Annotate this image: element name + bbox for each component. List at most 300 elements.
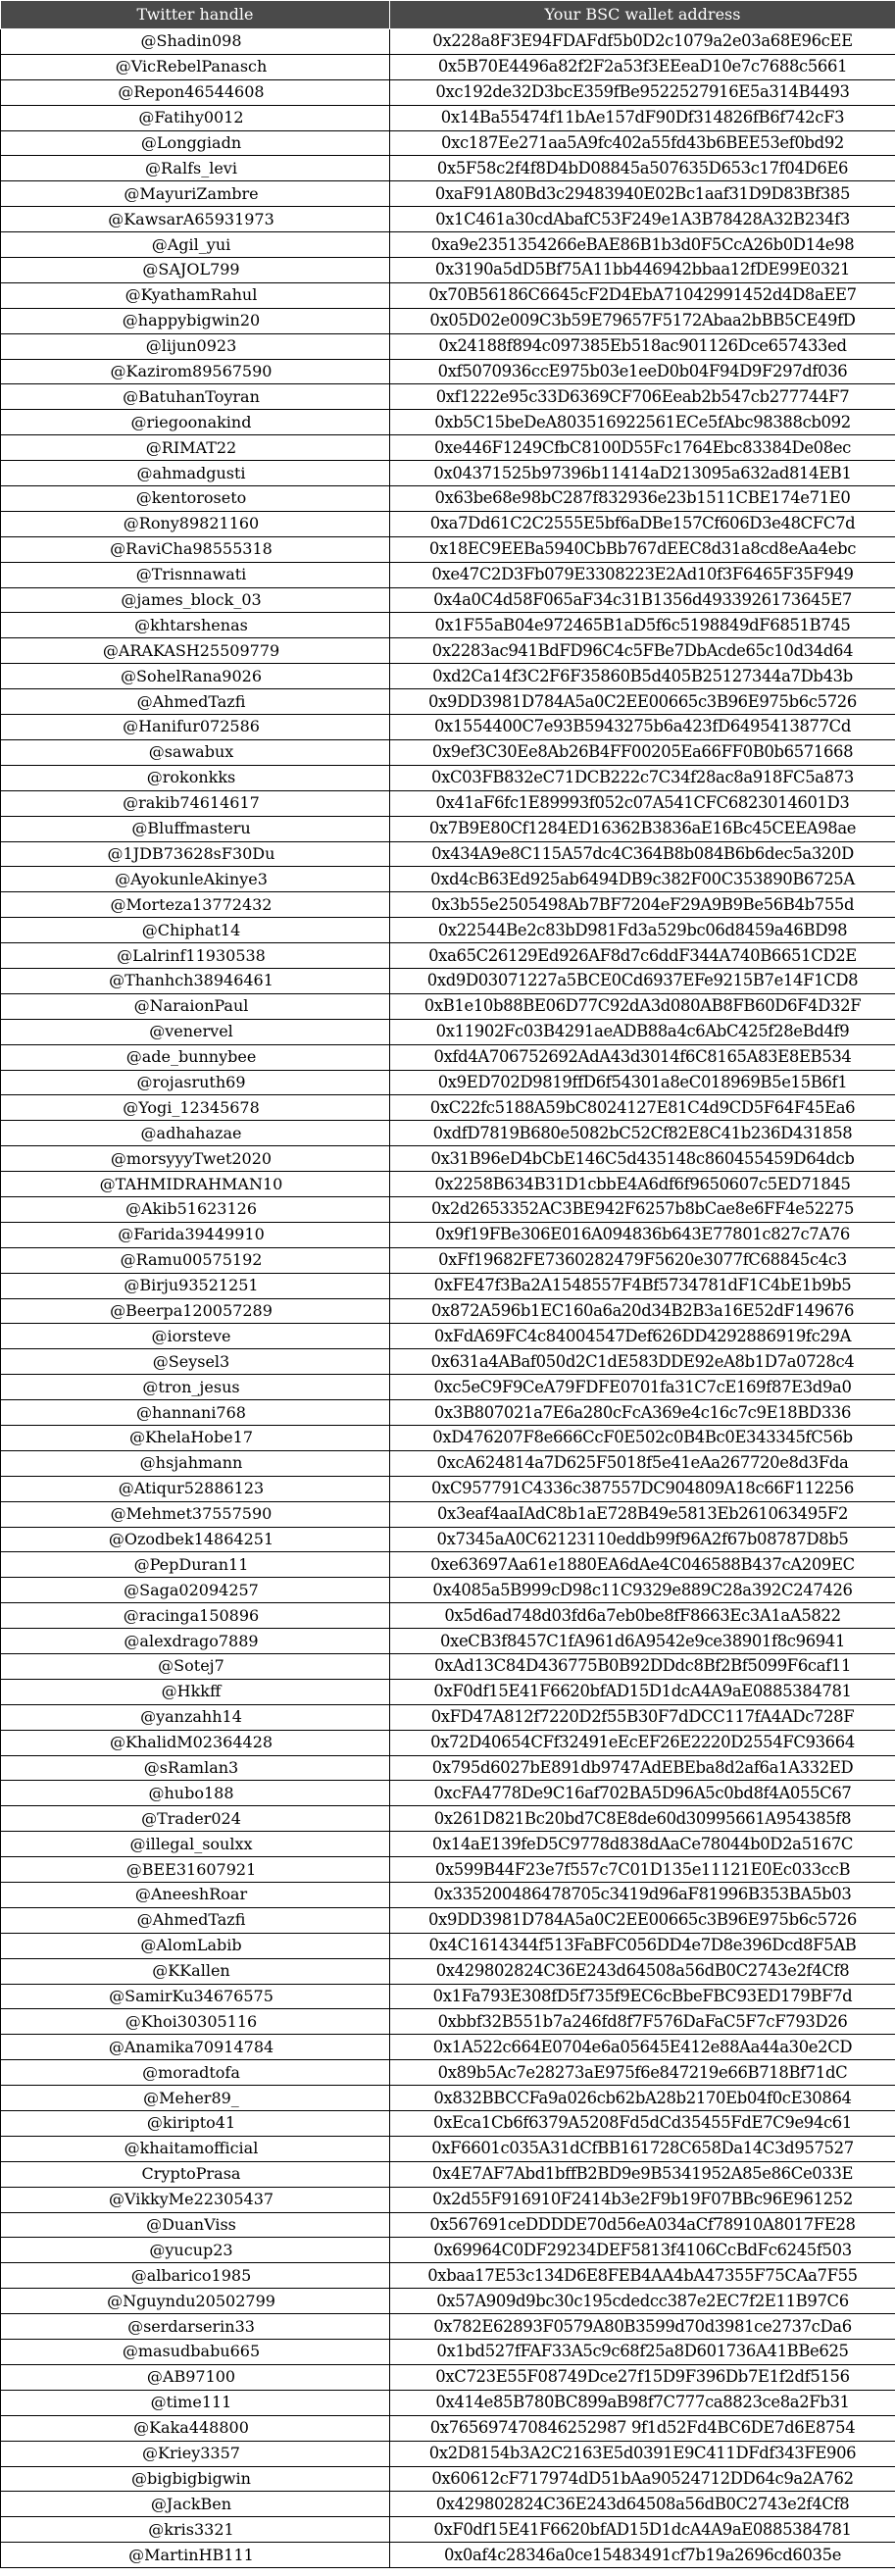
twitter-handle-cell: @Shadin098 bbox=[1, 29, 390, 55]
twitter-handle-cell: @Hanifur072586 bbox=[1, 715, 390, 740]
wallet-address-cell: 0xe63697Aa61e1880EA6dAe4C046588B437cA209EC bbox=[390, 1552, 895, 1578]
twitter-handle-cell: @MartinHB111 bbox=[1, 2543, 390, 2568]
wallet-address-cell: 0x11902Fc03B4291aeADB88a4c6AbC425f28eBd4f9 bbox=[390, 1019, 895, 1044]
wallet-address-cell: 0x22544Be2c83bD981Fd3a529bc06d8459a46BD98 bbox=[390, 918, 895, 943]
table-row bbox=[1, 2364, 895, 2390]
table-row bbox=[1, 1095, 895, 1121]
twitter-handle-cell: @rojasruth69 bbox=[1, 1070, 390, 1095]
twitter-handle-cell: @JackBen bbox=[1, 2492, 390, 2517]
table-row bbox=[1, 1603, 895, 1629]
wallet-address-cell: 0xd9D03071227a5BCE0Cd6937EFe9215B7e14F1CD8 bbox=[390, 968, 895, 993]
wallet-address-cell: 0xe47C2D3Fb079E3308223E2Ad10f3F6465F35F949 bbox=[390, 562, 895, 587]
wallet-address-cell: 0xd4cB63Ed925ab6494DB9c382F00C353890B6725A bbox=[390, 867, 895, 892]
table-row bbox=[1, 1958, 895, 1984]
table-row bbox=[1, 689, 895, 715]
twitter-handle-cell: @Anamika70914784 bbox=[1, 2035, 390, 2060]
wallet-address-cell: 0x18EC9EEBa5940CbBb767dEEC8d31a8cd8eAa4ebc bbox=[390, 536, 895, 562]
table-row bbox=[1, 461, 895, 486]
wallet-address-cell: 0x3B807021a7E6a280cFcA369e4c16c7c9E18BD336 bbox=[390, 1400, 895, 1426]
wallet-address-cell: 0xF6601c035A31dCfBB161728C658Da14C3d957527 bbox=[390, 2136, 895, 2161]
table-row bbox=[1, 1019, 895, 1044]
wallet-address-cell: 0xa9e2351354266eBAE86B1b3d0F5CcA26b0D14e98 bbox=[390, 232, 895, 258]
twitter-handle-cell: @Farida39449910 bbox=[1, 1222, 390, 1247]
twitter-handle-cell: @Atiqur52886123 bbox=[1, 1476, 390, 1501]
table-row bbox=[1, 1400, 895, 1426]
twitter-handle-cell: @hubo188 bbox=[1, 1781, 390, 1806]
table-row bbox=[1, 918, 895, 943]
wallet-address-cell: 0x70B56186C6645cF2D4EbA71042991452d4D8aEE7 bbox=[390, 282, 895, 308]
wallet-address-cell: 0xa65C26129Ed926AF8d7c6ddF344A740B6651CD2E bbox=[390, 943, 895, 969]
twitter-handle-cell: @illegal_soulxx bbox=[1, 1832, 390, 1857]
table-row bbox=[1, 867, 895, 892]
table-row bbox=[1, 2466, 895, 2492]
wallet-address-cell: 0x89b5Ac7e28273aE975f6e847219e66B718Bf71dC bbox=[390, 2060, 895, 2086]
wallet-address-cell: 0xf5070936ccE975b03e1eeD0b04F94D9F297df036 bbox=[390, 359, 895, 384]
table-row bbox=[1, 2543, 895, 2568]
twitter-handle-cell: @BEE31607921 bbox=[1, 1857, 390, 1883]
twitter-handle-cell: @venervel bbox=[1, 1019, 390, 1044]
twitter-handle-cell: @kris3321 bbox=[1, 2517, 390, 2543]
twitter-handle-cell: @hannani768 bbox=[1, 1400, 390, 1426]
table-row bbox=[1, 1629, 895, 1654]
wallet-address-cell: 0xc5eC9F9CeA79FDFE0701fa31C7cE169f87E3d9a0 bbox=[390, 1375, 895, 1400]
table-row bbox=[1, 765, 895, 790]
wallet-address-cell: 0xC957791C4336c387557DC904809A18c66F112256 bbox=[390, 1476, 895, 1501]
twitter-handle-cell: @morsyyyTwet2020 bbox=[1, 1146, 390, 1172]
twitter-handle-cell: @MayuriZambre bbox=[1, 181, 390, 207]
table-row bbox=[1, 1146, 895, 1172]
table-row bbox=[1, 587, 895, 613]
table-row bbox=[1, 1933, 895, 1958]
wallet-address-cell: 0x3190a5dD5Bf75A11bb446942bbaa12fDE99E0321 bbox=[390, 258, 895, 283]
wallet-address-cell: 0x9f19FBe306E016A094836b643E77801c827c7A76 bbox=[390, 1222, 895, 1247]
table-row bbox=[1, 1883, 895, 1908]
wallet-address-cell: 0xAd13C84D436775B0B92DDdc8Bf2Bf5099F6caf11 bbox=[390, 1654, 895, 1680]
wallet-address-cell: 0x60612cF717974dD51bAa90524712DD64c9a2A762 bbox=[390, 2466, 895, 2492]
twitter-handle-cell: @Sotej7 bbox=[1, 1654, 390, 1680]
table-row bbox=[1, 943, 895, 969]
wallet-address-cell: 0x0af4c28346a0ce15483491cf7b19a2696cd6035e bbox=[390, 2543, 895, 2568]
wallet-address-cell: 0x1Fa793E308fD5f735f9EC6cBbeFBC93ED179BF7d bbox=[390, 1984, 895, 2009]
table-row bbox=[1, 1196, 895, 1222]
table-body bbox=[1, 29, 895, 2568]
twitter-handle-cell: @DuanViss bbox=[1, 2212, 390, 2238]
table-row bbox=[1, 2263, 895, 2289]
wallet-address-cell: 0x795d6027bE891db9747AdEBEba8d2af6a1A332ED bbox=[390, 1755, 895, 1781]
wallet-address-cell: 0x3b55e2505498Ab7BF7204eF29A9B9Be56B4b755d bbox=[390, 892, 895, 918]
wallet-address-cell: 0xF0df15E41F6620bfAD15D1dcA4A9aE0885384781 bbox=[390, 2517, 895, 2543]
wallet-address-cell: 0xc192de32D3bcE359fBe9522527916E5a314B4493 bbox=[390, 79, 895, 105]
twitter-handle-cell: @yucup23 bbox=[1, 2238, 390, 2263]
twitter-handle-cell: @SohelRana9026 bbox=[1, 664, 390, 689]
wallet-address-cell: 0xcFA4778De9C16af702BA5D96A5c0bd8f4A055C67 bbox=[390, 1781, 895, 1806]
wallet-address-cell: 0x69964C0DF29234DEF5813f4106CcBdFc6245f503 bbox=[390, 2238, 895, 2263]
twitter-handle-cell: @Fatihy0012 bbox=[1, 105, 390, 130]
table-row bbox=[1, 1324, 895, 1349]
twitter-handle-cell: @Bluffmasteru bbox=[1, 816, 390, 841]
twitter-handle-cell: @Chiphat14 bbox=[1, 918, 390, 943]
wallet-address-cell: 0x631a4ABaf050d2C1dE583DDE92eA8b1D7a0728c4 bbox=[390, 1349, 895, 1375]
twitter-handle-cell: @AneeshRoar bbox=[1, 1883, 390, 1908]
wallet-address-cell: 0x4a0C4d58F065aF34c31B1356d4933926173645E7 bbox=[390, 587, 895, 613]
wallet-address-cell: 0x04371525b97396b11414aD213095a632ad814EB1 bbox=[390, 461, 895, 486]
table-row bbox=[1, 2161, 895, 2187]
wallet-address-cell: 0x14Ba55474f11bAe157dF90Df314826fB6f742cF3 bbox=[390, 105, 895, 130]
table-row bbox=[1, 1552, 895, 1578]
wallet-address-cell: 0x765697470846252987 9f1d52Fd4BC6DE7d6E8754 bbox=[390, 2415, 895, 2441]
twitter-handle-cell: @rokonkks bbox=[1, 765, 390, 790]
table-row bbox=[1, 308, 895, 333]
wallet-address-cell: 0x7345aA0C62123110eddb99f96A2f67b08787D8b5 bbox=[390, 1527, 895, 1552]
table-row bbox=[1, 2187, 895, 2212]
table-row bbox=[1, 1070, 895, 1095]
twitter-handle-cell: @Kazirom89567590 bbox=[1, 359, 390, 384]
table-row bbox=[1, 1450, 895, 1476]
table-row bbox=[1, 1832, 895, 1857]
wallet-address-cell: 0x872A596b1EC160a6a20d34B2B3a16E52dF149676 bbox=[390, 1298, 895, 1324]
twitter-handle-cell: @Agil_yui bbox=[1, 232, 390, 258]
wallet-address-cell: 0xeCB3f8457C1fA961d6A9542e9ce38901f8c96941 bbox=[390, 1629, 895, 1654]
table-row bbox=[1, 1298, 895, 1324]
twitter-handle-cell: @Akib51623126 bbox=[1, 1196, 390, 1222]
twitter-handle-cell: @Thanhch38946461 bbox=[1, 968, 390, 993]
wallet-address-cell: 0xC723E55F08749Dce27f15D9F396Db7E1f2df5156 bbox=[390, 2364, 895, 2390]
table-row bbox=[1, 105, 895, 130]
table-row bbox=[1, 1755, 895, 1781]
table-row bbox=[1, 79, 895, 105]
wallet-address-cell: 0xFD47A812f7220D2f55B30F7dDCC117fA4ADc728F bbox=[390, 1704, 895, 1730]
table-row bbox=[1, 2035, 895, 2060]
wallet-address-cell: 0xf1222e95c33D6369CF706Eeab2b547cb277744F7 bbox=[390, 384, 895, 410]
wallet-address-cell: 0x832BBCCFa9a026cb62bA28b2170Eb04f0cE30864 bbox=[390, 2086, 895, 2111]
twitter-handle-cell: @Repon46544608 bbox=[1, 79, 390, 105]
twitter-handle-cell: @AhmedTazfi bbox=[1, 1907, 390, 1933]
twitter-handle-cell: @Longgiadn bbox=[1, 130, 390, 156]
twitter-handle-cell: @Hkkff bbox=[1, 1679, 390, 1704]
table-row bbox=[1, 638, 895, 664]
table-row bbox=[1, 790, 895, 816]
wallet-address-cell: 0xFE47f3Ba2A1548557F4Bf5734781dF1C4bE1b9b5 bbox=[390, 1273, 895, 1298]
wallet-address-cell: 0xFdA69FC4c84004547Def626DD4292886919fc29A bbox=[390, 1324, 895, 1349]
twitter-handle-cell: @riegoonakind bbox=[1, 410, 390, 435]
twitter-handle-cell: @time111 bbox=[1, 2390, 390, 2415]
twitter-handle-cell: @VikkyMe22305437 bbox=[1, 2187, 390, 2212]
twitter-handle-cell: @racinga150896 bbox=[1, 1603, 390, 1629]
twitter-handle-cell: @BatuhanToyran bbox=[1, 384, 390, 410]
wallet-address-cell: 0xfd4A706752692AdA43d3014f6C8165A83E8EB534 bbox=[390, 1044, 895, 1070]
twitter-handle-cell: @Kriey3357 bbox=[1, 2441, 390, 2466]
twitter-handle-cell: @james_block_03 bbox=[1, 587, 390, 613]
wallet-address-cell: 0xc187Ee271aa5A9fc402a55fd43b6BEE53ef0bd92 bbox=[390, 130, 895, 156]
wallet-address-cell: 0x9ef3C30Ee8Ab26B4FF00205Ea66FF0B0b6571668 bbox=[390, 739, 895, 765]
twitter-handle-cell: @KawsarA65931973 bbox=[1, 207, 390, 232]
wallet-address-cell: 0xdfD7819B680e5082bC52Cf82E8C41b236D431858 bbox=[390, 1121, 895, 1146]
table-row bbox=[1, 207, 895, 232]
table-row bbox=[1, 1907, 895, 1933]
table-row bbox=[1, 1425, 895, 1450]
wallet-address-cell: 0x567691ceDDDDE70d56eA034aCf78910A8017FE28 bbox=[390, 2212, 895, 2238]
twitter-handle-cell: @Lalrinf11930538 bbox=[1, 943, 390, 969]
table-row bbox=[1, 1527, 895, 1552]
table-row bbox=[1, 2238, 895, 2263]
wallet-address-cell: 0x228a8F3E94FDAFdf5b0D2c1079a2e03a68E96cEE bbox=[390, 29, 895, 55]
wallet-address-cell: 0x429802824C36E243d64508a56dB0C2743e2f4Cf8 bbox=[390, 1958, 895, 1984]
table-row bbox=[1, 1121, 895, 1146]
wallet-address-cell: 0xEca1Cb6f6379A5208Fd5dCd35455FdE7C9e94c61 bbox=[390, 2111, 895, 2137]
wallet-address-cell: 0x57A909d9bc30c195cdedcc387e2EC7f2E11B97C6 bbox=[390, 2289, 895, 2314]
table-row bbox=[1, 1984, 895, 2009]
table-row bbox=[1, 1375, 895, 1400]
twitter-handle-cell: @Mehmet37557590 bbox=[1, 1501, 390, 1527]
table-row bbox=[1, 993, 895, 1019]
wallet-address-cell: 0xa7Dd61C2C2555E5bf6aDBe157Cf606D3e48CFC7d bbox=[390, 511, 895, 536]
twitter-handle-cell: @AB97100 bbox=[1, 2364, 390, 2390]
table-row bbox=[1, 613, 895, 638]
table-row bbox=[1, 156, 895, 181]
twitter-handle-cell: @albarico1985 bbox=[1, 2263, 390, 2289]
table-row bbox=[1, 2111, 895, 2137]
table-row bbox=[1, 664, 895, 689]
wallet-address-cell: 0xD476207F8e666CcF0E502c0B4Bc0E343345fC56b bbox=[390, 1425, 895, 1450]
table-row bbox=[1, 2415, 895, 2441]
twitter-handle-cell: @Yogi_12345678 bbox=[1, 1095, 390, 1121]
table-row bbox=[1, 739, 895, 765]
table-row bbox=[1, 2009, 895, 2035]
wallet-address-cell: 0x2258B634B31D1cbbE4A6df6f9650607c5ED71845 bbox=[390, 1172, 895, 1197]
twitter-handle-cell: @ahmadgusti bbox=[1, 461, 390, 486]
table-row bbox=[1, 715, 895, 740]
wallet-address-cell: 0x414e85B780BC899aB98f7C777ca8823ce8a2Fb31 bbox=[390, 2390, 895, 2415]
table-row bbox=[1, 384, 895, 410]
wallet-address-cell: 0x2d55F916910F2414b3e2F9b19F07BBc96E961252 bbox=[390, 2187, 895, 2212]
twitter-handle-cell: @Khoi30305116 bbox=[1, 2009, 390, 2035]
table-row bbox=[1, 1476, 895, 1501]
twitter-handle-cell: @Rony89821160 bbox=[1, 511, 390, 536]
twitter-handle-cell: @bigbigbigwin bbox=[1, 2466, 390, 2492]
twitter-handle-cell: @KhelaHobe17 bbox=[1, 1425, 390, 1450]
wallet-address-cell: 0xbbf32B551b7a246fd8f7F576DaFaC5F7cF793D26 bbox=[390, 2009, 895, 2035]
twitter-handle-cell: @NaraionPaul bbox=[1, 993, 390, 1019]
table-row bbox=[1, 181, 895, 207]
twitter-handle-cell: @yanzahh14 bbox=[1, 1704, 390, 1730]
wallet-address-cell: 0x9ED702D9819ffD6f54301a8eC018969B5e15B6f1 bbox=[390, 1070, 895, 1095]
twitter-handle-cell: @Beerpa120057289 bbox=[1, 1298, 390, 1324]
wallet-address-cell: 0x72D40654CFf32491eEcEF26E2220D2554FC93664 bbox=[390, 1730, 895, 1755]
wallet-address-cell: 0xcA624814a7D625F5018f5e41eAa267720e8d3Fda bbox=[390, 1450, 895, 1476]
table-row bbox=[1, 258, 895, 283]
wallet-address-cell: 0x1bd527fFAF33A5c9c68f25a8D601736A41BBe625 bbox=[390, 2340, 895, 2365]
table-row bbox=[1, 511, 895, 536]
table-row bbox=[1, 54, 895, 79]
wallet-address-cell: 0xC22fc5188A59bC8024127E81C4d9CD5F64F45Ea6 bbox=[390, 1095, 895, 1121]
twitter-handle-cell: @kiripto41 bbox=[1, 2111, 390, 2137]
wallet-address-cell: 0xbaa17E53c134D6E8FEB4AA4bA47355F75CAa7F55 bbox=[390, 2263, 895, 2289]
header-row bbox=[1, 1, 895, 29]
wallet-address-cell: 0xe446F1249CfbC8100D55Fc1764Ebc83384De08ec bbox=[390, 435, 895, 461]
twitter-handle-cell: @KyathamRahul bbox=[1, 282, 390, 308]
table-row bbox=[1, 435, 895, 461]
twitter-handle-cell: @SAJOL799 bbox=[1, 258, 390, 283]
twitter-handle-cell: @VicRebelPanasch bbox=[1, 54, 390, 79]
twitter-handle-cell: @Trisnnawati bbox=[1, 562, 390, 587]
wallet-address-cell: 0x4C1614344f513FaBFC056DD4e7D8e396Dcd8F5AB bbox=[390, 1933, 895, 1958]
twitter-handle-cell: @ARAKASH25509779 bbox=[1, 638, 390, 664]
table-row bbox=[1, 2314, 895, 2340]
twitter-handle-cell: @khtarshenas bbox=[1, 613, 390, 638]
twitter-handle-cell: @hsjahmann bbox=[1, 1450, 390, 1476]
twitter-handle-cell: @Saga02094257 bbox=[1, 1578, 390, 1603]
twitter-handle-cell: @sRamlan3 bbox=[1, 1755, 390, 1781]
wallet-address-cell: 0x4085a5B999cD98c11C9329e889C28a392C247426 bbox=[390, 1578, 895, 1603]
table-row bbox=[1, 130, 895, 156]
wallet-address-cell: 0x5d6ad748d03fd6a7eb0be8fF8663Ec3A1aA5822 bbox=[390, 1603, 895, 1629]
twitter-handle-cell: @Birju93521251 bbox=[1, 1273, 390, 1298]
table-row bbox=[1, 359, 895, 384]
table-row bbox=[1, 1349, 895, 1375]
table-row bbox=[1, 2517, 895, 2543]
wallet-address-cell: 0x1F55aB04e972465B1aD5f6c5198849dF6851B745 bbox=[390, 613, 895, 638]
wallet-address-cell: 0x5F58c2f4f8D4bD08845a507635D653c17f04D6E6 bbox=[390, 156, 895, 181]
table-row bbox=[1, 2390, 895, 2415]
wallet-address-cell: 0x261D821Bc20bd7C8E8de60d30995661A954385f8 bbox=[390, 1806, 895, 1832]
table-row bbox=[1, 1578, 895, 1603]
wallet-address-cell: 0x782E62893F0579A80B3599d70d3981ce2737cDa6 bbox=[390, 2314, 895, 2340]
table-row bbox=[1, 232, 895, 258]
twitter-handle-cell: @Nguyndu20502799 bbox=[1, 2289, 390, 2314]
wallet-address-cell: 0xF0df15E41F6620bfAD15D1dcA4A9aE0885384781 bbox=[390, 1679, 895, 1704]
twitter-handle-cell: @alexdrago7889 bbox=[1, 1629, 390, 1654]
table-row bbox=[1, 1730, 895, 1755]
twitter-handle-cell: @RaviCha98555318 bbox=[1, 536, 390, 562]
twitter-handle-cell: CryptoPrasa bbox=[1, 2161, 390, 2187]
wallet-address-cell: 0xFf19682FE7360282479F5620e3077fC68845c4c3 bbox=[390, 1247, 895, 1273]
table-row bbox=[1, 486, 895, 512]
twitter-handle-cell: @moradtofa bbox=[1, 2060, 390, 2086]
table-row bbox=[1, 1781, 895, 1806]
wallet-address-cell: 0xb5C15beDeA803516922561ECe5fAbc98388cb092 bbox=[390, 410, 895, 435]
table-row bbox=[1, 1704, 895, 1730]
table-row bbox=[1, 1501, 895, 1527]
twitter-handle-cell: @lijun0923 bbox=[1, 333, 390, 359]
twitter-handle-cell: @masudbabu665 bbox=[1, 2340, 390, 2365]
table-row bbox=[1, 2340, 895, 2365]
twitter-handle-cell: @happybigwin20 bbox=[1, 308, 390, 333]
wallet-address-cell: 0x9DD3981D784A5a0C2EE00665c3B96E975b6c5726 bbox=[390, 1907, 895, 1933]
handle-column-header: Twitter handle bbox=[1, 1, 390, 29]
twitter-handle-cell: @Seysel3 bbox=[1, 1349, 390, 1375]
wallet-address-cell: 0x599B44F23e7f557c7C01D135e11121E0Ec033ccB bbox=[390, 1857, 895, 1883]
wallet-address-cell: 0x1C461a30cdAbafC53F249e1A3B78428A32B234f3 bbox=[390, 207, 895, 232]
table-row bbox=[1, 2060, 895, 2086]
wallet-address-cell: 0xaF91A80Bd3c29483940E02Bc1aaf31D9D83Bf385 bbox=[390, 181, 895, 207]
twitter-handle-cell: @sawabux bbox=[1, 739, 390, 765]
twitter-handle-cell: @Kaka448800 bbox=[1, 2415, 390, 2441]
table-row bbox=[1, 1247, 895, 1273]
table-row bbox=[1, 2136, 895, 2161]
twitter-handle-cell: @Ramu00575192 bbox=[1, 1247, 390, 1273]
table-row bbox=[1, 1679, 895, 1704]
wallet-address-cell: 0x3eaf4aaIAdC8b1aE728B49e5813Eb261063495F2 bbox=[390, 1501, 895, 1527]
twitter-handle-cell: @TAHMIDRAHMAN10 bbox=[1, 1172, 390, 1197]
twitter-handle-cell: @serdarserin33 bbox=[1, 2314, 390, 2340]
twitter-handle-cell: @iorsteve bbox=[1, 1324, 390, 1349]
twitter-handle-cell: @tron_jesus bbox=[1, 1375, 390, 1400]
table-row bbox=[1, 410, 895, 435]
wallet-address-cell: 0x05D02e009C3b59E79657F5172Abaa2bBB5CE49fD bbox=[390, 308, 895, 333]
table-row bbox=[1, 2212, 895, 2238]
table-row bbox=[1, 1654, 895, 1680]
wallet-address-cell: 0x2D8154b3A2C2163E5d0391E9C411DFdf343FE906 bbox=[390, 2441, 895, 2466]
table-row bbox=[1, 2492, 895, 2517]
table-row bbox=[1, 2441, 895, 2466]
wallet-address-cell: 0x2d2653352AC3BE942F6257b8bCae8e6FF4e52275 bbox=[390, 1196, 895, 1222]
table-row bbox=[1, 1172, 895, 1197]
wallet-address-cell: 0x1A522c664E0704e6a05645E412e88Aa44a30e2CD bbox=[390, 2035, 895, 2060]
wallet-address-cell: 0x5B70E4496a82f2F2a53f3EEeaD10e7c7688c5661 bbox=[390, 54, 895, 79]
wallet-address-cell: 0x14aE139feD5C9778d838dAaCe78044b0D2a5167C bbox=[390, 1832, 895, 1857]
wallet-address-cell: 0xC03FB832eC71DCB222c7C34f28ac8a918FC5a873 bbox=[390, 765, 895, 790]
twitter-handle-cell: @AlomLabib bbox=[1, 1933, 390, 1958]
wallet-address-cell: 0x2283ac941BdFD96C4c5FBe7DbAcde65c10d34d64 bbox=[390, 638, 895, 664]
table-row bbox=[1, 841, 895, 867]
table-row bbox=[1, 1222, 895, 1247]
wallet-address-cell: 0x31B96eD4bCbE146C5d435148c860455459D64dcb bbox=[390, 1146, 895, 1172]
wallet-address-cell: 0x434A9e8C115A57dc4C364B8b084B6b6dec5a320D bbox=[390, 841, 895, 867]
table-row bbox=[1, 1806, 895, 1832]
twitter-handle-cell: @Ralfs_levi bbox=[1, 156, 390, 181]
twitter-handle-cell: @SamirKu34676575 bbox=[1, 1984, 390, 2009]
table-row bbox=[1, 816, 895, 841]
twitter-handle-cell: @Morteza13772432 bbox=[1, 892, 390, 918]
wallet-address-cell: 0x41aF6fc1E89993f052c07A541CFC6823014601D3 bbox=[390, 790, 895, 816]
table-row bbox=[1, 1273, 895, 1298]
twitter-handle-cell: @1JDB73628sF30Du bbox=[1, 841, 390, 867]
table-row bbox=[1, 2086, 895, 2111]
twitter-handle-cell: @RIMAT22 bbox=[1, 435, 390, 461]
twitter-handle-cell: @KKallen bbox=[1, 1958, 390, 1984]
twitter-handle-cell: @Trader024 bbox=[1, 1806, 390, 1832]
table-row bbox=[1, 1857, 895, 1883]
table-row bbox=[1, 29, 895, 55]
table-row bbox=[1, 562, 895, 587]
twitter-handle-cell: @ade_bunnybee bbox=[1, 1044, 390, 1070]
table-row bbox=[1, 536, 895, 562]
twitter-handle-cell: @Ozodbek14864251 bbox=[1, 1527, 390, 1552]
wallet-address-cell: 0xB1e10b88BE06D77C92dA3d080AB8FB60D6F4D32F bbox=[390, 993, 895, 1019]
twitter-handle-cell: @PepDuran11 bbox=[1, 1552, 390, 1578]
twitter-handle-cell: @KhalidM02364428 bbox=[1, 1730, 390, 1755]
wallet-address-cell: 0x24188f894c097385Eb518ac901126Dce657433ed bbox=[390, 333, 895, 359]
table-row bbox=[1, 333, 895, 359]
wallet-address-cell: 0x429802824C36E243d64508a56dB0C2743e2f4Cf8 bbox=[390, 2492, 895, 2517]
wallet-address-cell: 0x4E7AF7Abd1bffB2BD9e9B5341952A85e86Ce033E bbox=[390, 2161, 895, 2187]
table-row bbox=[1, 1044, 895, 1070]
twitter-handle-cell: @khaitamofficial bbox=[1, 2136, 390, 2161]
wallet-address-cell: 0x335200486478705c3419d96aF81996B353BA5b03 bbox=[390, 1883, 895, 1908]
twitter-handle-cell: @kentoroseto bbox=[1, 486, 390, 512]
twitter-handle-cell: @Meher89_ bbox=[1, 2086, 390, 2111]
twitter-handle-cell: @adhahazae bbox=[1, 1121, 390, 1146]
twitter-handle-cell: @AhmedTazfi bbox=[1, 689, 390, 715]
table-row bbox=[1, 282, 895, 308]
wallet-address-cell: 0x9DD3981D784A5a0C2EE00665c3B96E975b6c5726 bbox=[390, 689, 895, 715]
twitter-handle-cell: @AyokunleAkinye3 bbox=[1, 867, 390, 892]
wallet-address-cell: 0xd2Ca14f3C2F6F35860B5d405B25127344a7Db43b bbox=[390, 664, 895, 689]
table-row bbox=[1, 968, 895, 993]
wallet-address-cell: 0x7B9E80Cf1284ED16362B3836aE16Bc45CEEA98ae bbox=[390, 816, 895, 841]
wallet-address-cell: 0x63be68e98bC287f832936e23b1511CBE174e71E0 bbox=[390, 486, 895, 512]
table-row bbox=[1, 2289, 895, 2314]
